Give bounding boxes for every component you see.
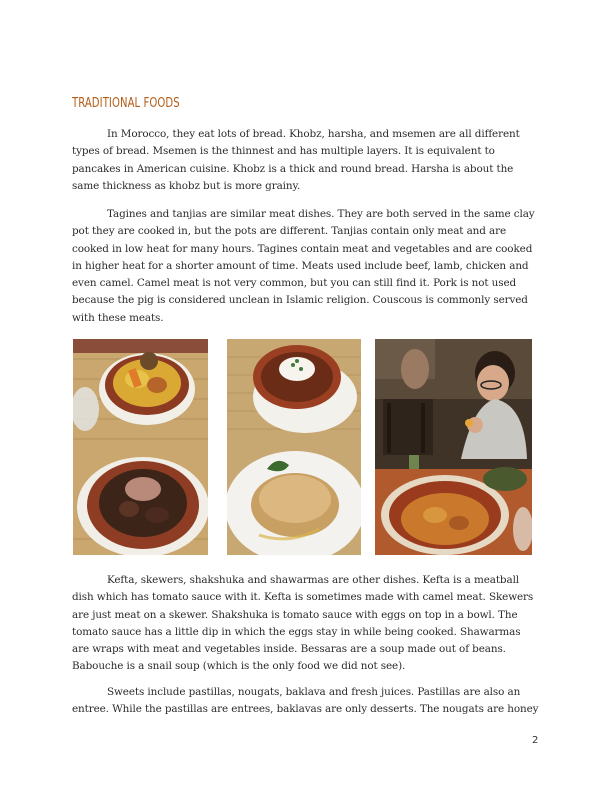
- photo-couscous-tagine: [73, 339, 208, 555]
- paragraph-sweets: [72, 684, 538, 719]
- text-line: even camel. Camel meat is not very common, but you can still find it. Pork is not used: [72, 277, 517, 290]
- text-line: Kefta, skewers, shakshuka and shawarmas are other dishes. Kefta is a meatball: [107, 574, 520, 586]
- text-line: dish which has tomato sauce with it. Kefta is sometimes made with camel meat. Skewers: [72, 591, 534, 604]
- text-line: Tagines and tanjias are similar meat dishes. They are both served in the same clay: [107, 208, 535, 220]
- text-line: entree. While the pastillas are entrees, baklavas are only desserts. The nougats are honey: [72, 703, 539, 716]
- paragraph-breads: [72, 126, 538, 195]
- page-number: 2: [532, 735, 539, 746]
- text-line: Sweets include pastillas, nougats, baklava and fresh juices. Pastillas are also an: [107, 686, 521, 698]
- text-line: In Morocco, they eat lots of bread. Khobz, harsha, and msemen are all different: [107, 128, 520, 140]
- text-line: Babouche is a snail soup (which is the only food we did not see).: [72, 660, 406, 673]
- text-line: pancakes in American cuisine. Khobz is a thick and round bread. Harsha is about the: [72, 162, 514, 175]
- text-line: because the pig is considered unclean in Islamic religion. Couscous is commonly served: [72, 294, 528, 307]
- text-line: in higher heat for a shorter amount of time. Meats used include beef, lamb, chicken and: [72, 259, 529, 272]
- text-line: are just meat on a skewer. Shakshuka is tomato sauce with eggs on top in a bowl. The: [72, 608, 518, 621]
- text-line: are wraps with meat and vegetables inside. Bessaras are a soup made out of beans.: [72, 643, 506, 656]
- paragraph-other-dishes: [72, 572, 538, 676]
- photo-soup-pastilla: [227, 339, 361, 555]
- text-line: cooked in low heat for many hours. Tagines contain meat and vegetables and are cooked: [72, 242, 533, 255]
- text-line: same thickness as khobz but is more grainy.: [72, 179, 301, 192]
- photo-restaurant-meal: [375, 339, 532, 555]
- text-line: types of bread. Msemen is the thinnest and has multiple layers. It is equivalent to: [72, 145, 495, 158]
- text-line: pot they are cooked in, but the pots are different. Tanjias contain only meat and are: [72, 225, 507, 238]
- text-line: with these meats.: [72, 311, 164, 324]
- paragraph-tagines: [72, 206, 538, 327]
- text-line: tomato sauce has a little dip in which the eggs stay in while being cooked. Shawarmas: [72, 625, 521, 638]
- section-heading: TRADITIONAL FOODS: [72, 96, 180, 111]
